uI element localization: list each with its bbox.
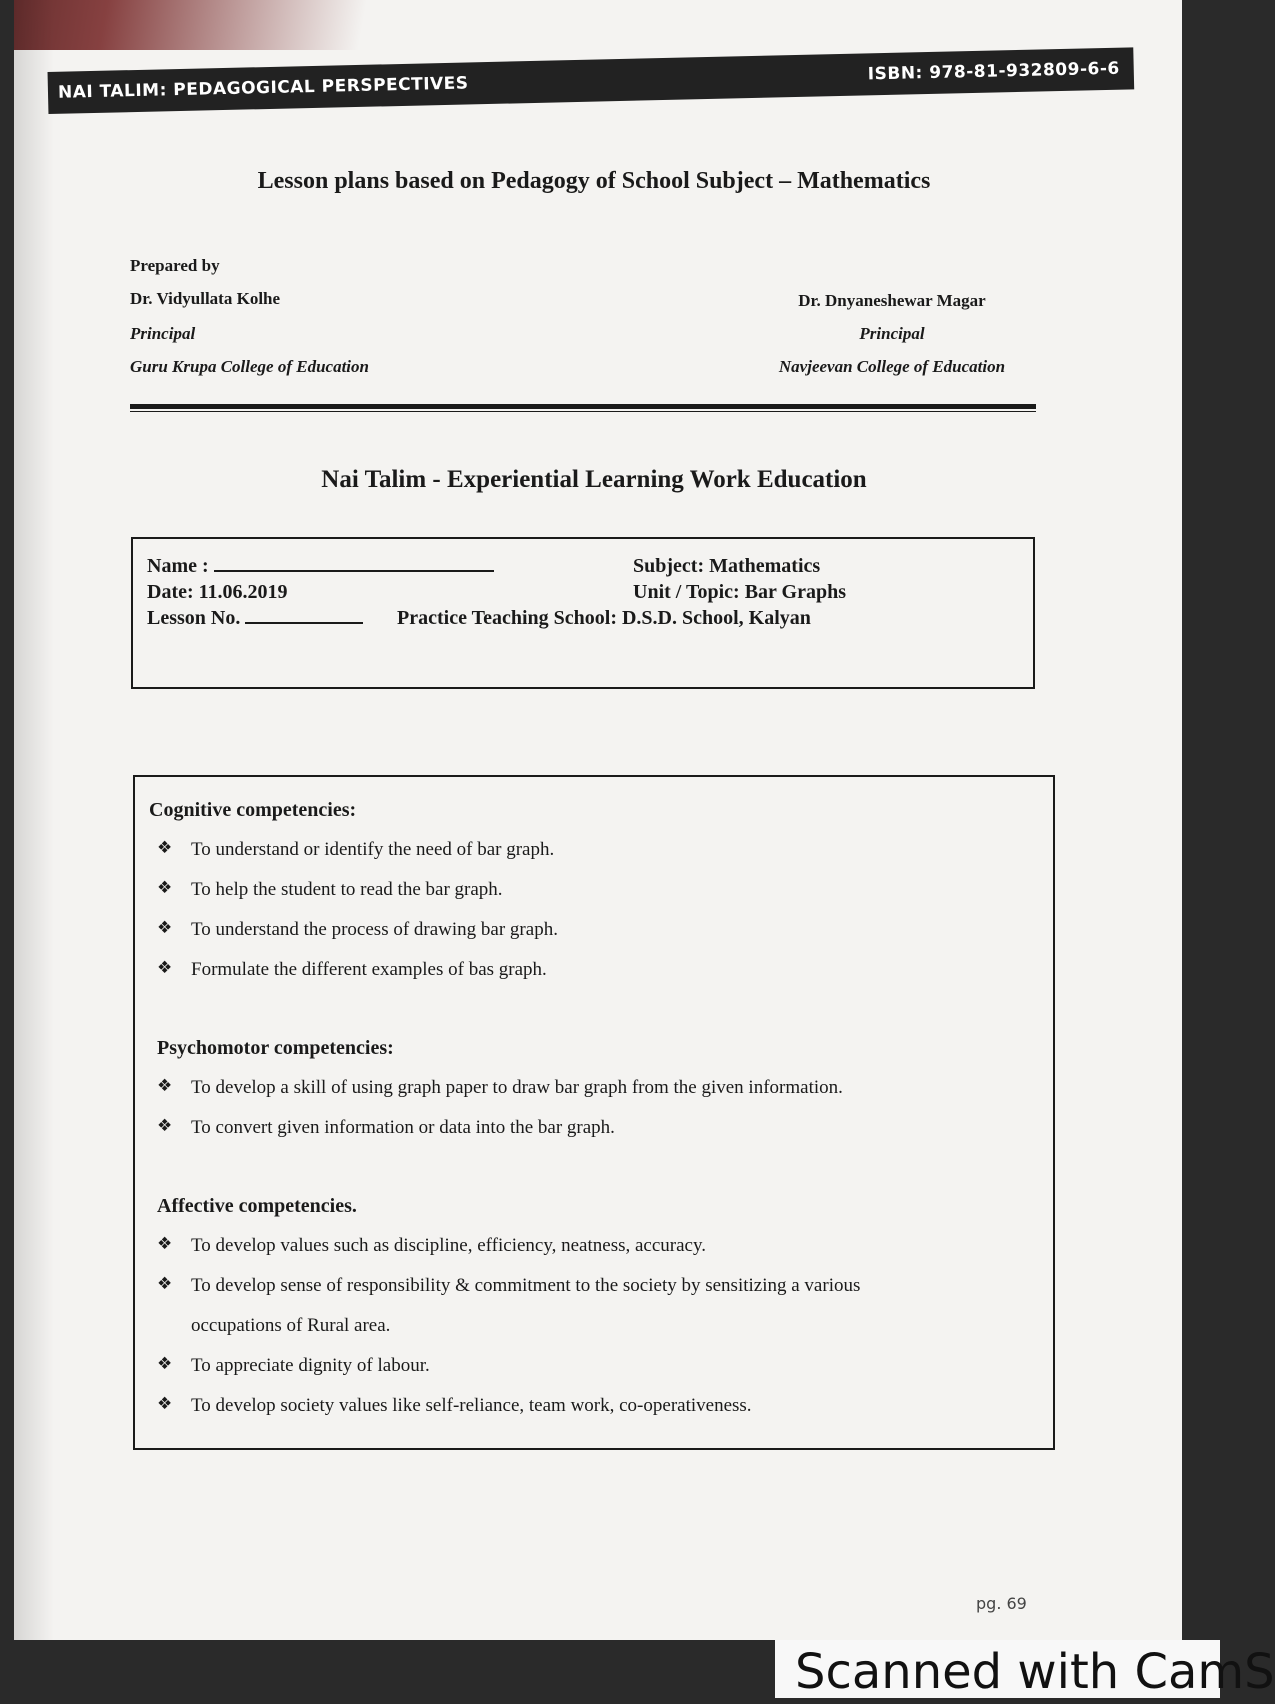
prepared-by-label: Prepared by — [130, 256, 220, 275]
bullet-icon: ❖ — [157, 1394, 173, 1414]
author-left-name: Dr. Vidyullata Kolhe — [130, 289, 281, 308]
author-right-name: Dr. Dnyaneshewar Magar — [798, 291, 986, 310]
practice-school-field: Practice Teaching School: D.S.D. School, Kalyan — [397, 607, 811, 629]
list-item-text: occupations of Rural area. — [191, 1315, 391, 1336]
name-label: Name : — [147, 555, 209, 577]
header-isbn: ISBN: 978-81-932809-6-6 — [867, 58, 1120, 85]
list-item-text: To develop a skill of using graph paper to draw bar graph from the given information. — [191, 1077, 843, 1098]
bullet-icon: ❖ — [157, 1354, 173, 1374]
lesson-number-field — [147, 607, 363, 630]
header-series-title: NAI TALIM: PEDAGOGICAL PERSPECTIVES — [57, 73, 469, 103]
list-item-text: To develop sense of responsibility & commitment to the society by sensitizing a various — [191, 1275, 861, 1296]
competencies-box — [133, 775, 1055, 1450]
lesson-info-box — [131, 537, 1035, 689]
bullet-icon: ❖ — [157, 1234, 173, 1254]
lesson-number-blank-line — [245, 608, 363, 624]
date-field: Date: 11.06.2019 — [147, 581, 288, 603]
lesson-number-label: Lesson No. — [147, 607, 241, 629]
subject-field: Subject: Mathematics — [633, 555, 821, 577]
page-shadow — [14, 0, 54, 1640]
divider-rule — [130, 404, 1036, 409]
list-item-text: To develop values such as discipline, efficiency, neatness, accuracy. — [191, 1235, 706, 1256]
affective-heading: Affective competencies. — [157, 1195, 357, 1217]
page-edge-strip — [14, 0, 1182, 50]
bullet-icon: ❖ — [157, 918, 173, 938]
divider-rule-thin — [130, 411, 1036, 412]
cognitive-heading: Cognitive competencies: — [149, 799, 357, 821]
list-item-text: To understand or identify the need of bar graph. — [191, 839, 555, 860]
section-subtitle: Nai Talim - Experiential Learning Work Education — [321, 466, 867, 493]
scanner-watermark: Scanned with CamS — [775, 1640, 1220, 1698]
page-number: pg. 69 — [976, 1594, 1027, 1613]
name-field — [147, 555, 494, 578]
name-blank-line — [214, 556, 494, 572]
bullet-icon: ❖ — [157, 1116, 173, 1136]
author-left-college: Guru Krupa College of Education — [130, 357, 369, 376]
psychomotor-heading: Psychomotor competencies: — [157, 1037, 394, 1059]
author-left-role: Principal — [130, 324, 196, 343]
list-item-text: To develop society values like self-reliance, team work, co-operativeness. — [191, 1395, 752, 1416]
document-title: Lesson plans based on Pedagogy of School Subject – Mathematics — [257, 168, 931, 194]
bullet-icon: ❖ — [157, 1076, 173, 1096]
list-item-text: To convert given information or data into the bar graph. — [191, 1117, 615, 1138]
bullet-icon: ❖ — [157, 838, 173, 858]
list-item-text: To understand the process of drawing bar graph. — [191, 919, 558, 940]
bullet-icon: ❖ — [157, 1274, 173, 1294]
bullet-icon: ❖ — [157, 878, 173, 898]
list-item-text: To appreciate dignity of labour. — [191, 1355, 430, 1376]
list-item-text: Formulate the different examples of bas graph. — [191, 959, 547, 980]
document-page — [14, 0, 1182, 1640]
author-right-college: Navjeevan College of Education — [778, 357, 1006, 376]
unit-topic-field: Unit / Topic: Bar Graphs — [633, 581, 847, 603]
header-banner — [48, 47, 1135, 114]
bullet-icon: ❖ — [157, 958, 173, 978]
list-item-text: To help the student to read the bar graph. — [191, 879, 503, 900]
author-right-role: Principal — [859, 324, 925, 343]
